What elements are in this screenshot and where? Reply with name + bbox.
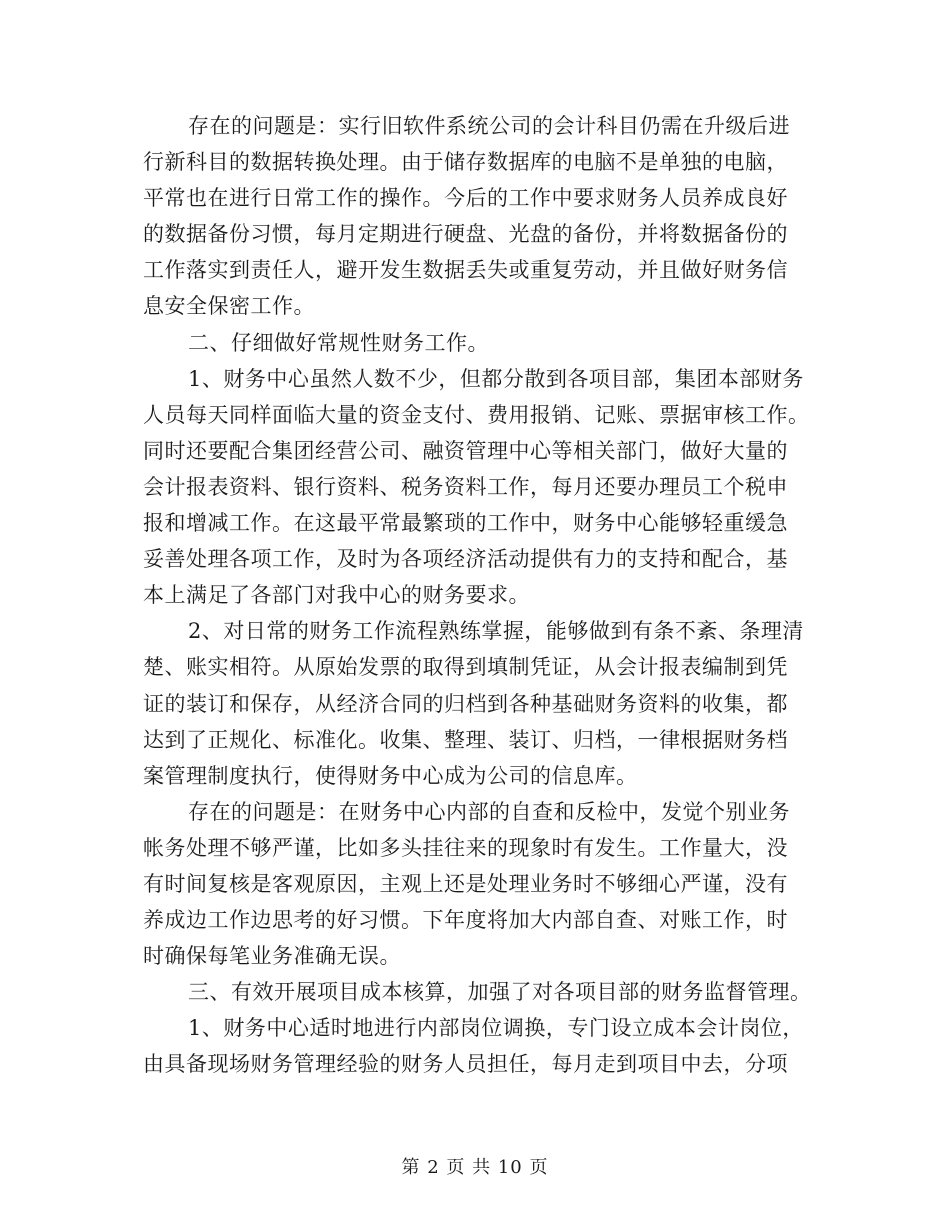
text-line: 人员每天同样面临大量的资金支付、费用报销、记账、票据审核工作。 xyxy=(143,402,810,427)
section-heading: 三、有效开展项目成本核算，加强了对各项目部的财务监督管理。 xyxy=(188,980,812,1005)
text-line: 同时还要配合集团经营公司、融资管理中心等相关部门，做好大量的 xyxy=(143,438,788,463)
page-footer xyxy=(0,1153,950,1179)
text-line: 2、对日常的财务工作流程熟练掌握，能够做到有条不紊、条理清 xyxy=(188,619,804,644)
text-line: 达到了正规化、标准化。收集、整理、装订、归档，一律根据财务档 xyxy=(143,727,788,752)
text-line: 会计报表资料、银行资料、税务资料工作，每月还要办理员工个税申 xyxy=(143,474,788,499)
text-line: 有时间复核是客观原因，主观上还是处理业务时不够细心严谨，没有 xyxy=(143,871,788,896)
text-line: 帐务处理不够严谨，比如多头挂往来的现象时有发生。工作量大，没 xyxy=(143,835,788,860)
text-line: 由具备现场财务管理经验的财务人员担任，每月走到项目中去，分项 xyxy=(143,1052,788,1077)
text-line: 工作落实到责任人，避开发生数据丢失或重复劳动，并且做好财务信 xyxy=(143,258,788,283)
text-line: 妥善处理各项工作，及时为各项经济活动提供有力的支持和配合，基 xyxy=(143,547,788,572)
text-line: 行新科目的数据转换处理。由于储存数据库的电脑不是单独的电脑， xyxy=(143,150,788,175)
text-line: 报和增减工作。在这最平常最繁琐的工作中，财务中心能够轻重缓急 xyxy=(143,511,788,536)
text-line: 楚、账实相符。从原始发票的取得到填制凭证，从会计报表编制到凭 xyxy=(143,655,788,680)
text-line: 存在的问题是：实行旧软件系统公司的会计科目仍需在升级后进 xyxy=(188,114,790,138)
section-heading: 二、仔细做好常规性财务工作。 xyxy=(188,330,489,355)
text-line: 平常也在进行日常工作的操作。今后的工作中要求财务人员养成良好 xyxy=(143,186,788,211)
text-line: 1、财务中心适时地进行内部岗位调换，专门设立成本会计岗位， xyxy=(188,1016,804,1041)
text-line: 养成边工作边思考的好习惯。下年度将加大内部自查、对账工作，时 xyxy=(143,908,788,933)
text-line: 存在的问题是：在财务中心内部的自查和反检中，发觉个别业务 xyxy=(188,799,790,824)
text-line: 时确保每笔业务准确无误。 xyxy=(143,944,401,969)
text-line: 息安全保密工作。 xyxy=(143,294,315,319)
text-line: 证的装订和保存，从经济合同的归档到各种基础财务资料的收集，都 xyxy=(143,691,788,716)
text-line: 本上满足了各部门对我中心的财务要求。 xyxy=(143,583,530,608)
text-line: 的数据备份习惯，每月定期进行硬盘、光盘的备份，并将数据备份的 xyxy=(143,222,788,247)
page-number-label: 第 2 页 共 10 页 xyxy=(401,1157,549,1178)
document-body xyxy=(143,108,813,1083)
text-line: 案管理制度执行，使得财务中心成为公司的信息库。 xyxy=(143,763,638,788)
text-line: 1、财务中心虽然人数不少，但都分散到各项目部，集团本部财务 xyxy=(188,366,804,391)
